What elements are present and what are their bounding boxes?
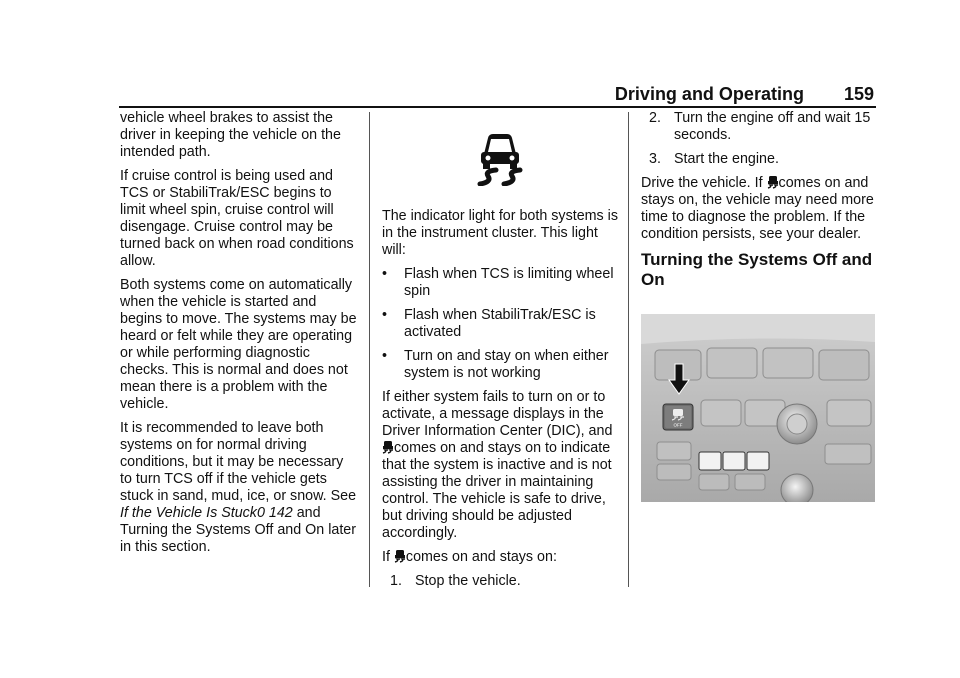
step-text: Turn the engine off and wait 15 seconds.: [674, 110, 871, 143]
text-run: Drive the vehicle. If: [641, 175, 767, 191]
stuck-vehicle-link[interactable]: If the Vehicle Is Stuck: [120, 505, 257, 521]
text-run: and Turning the Systems Off and On later in this section.: [120, 505, 357, 555]
bullet-text: Turn on and stay on when either system is not working: [404, 348, 609, 381]
step-number: 1.: [390, 573, 402, 589]
list-item: [382, 307, 618, 341]
paragraph: Both systems come on automatically when the vehicle is started and begins to move. The systems may be heard or felt while they are operating or while performing diagnostic checks. This is normal and does not mean there is a problem with the vehicle.: [120, 277, 357, 412]
section-title: Driving and Operating: [614, 84, 804, 104]
traction-control-icon: [382, 440, 394, 454]
bullet-mark: •: [382, 307, 388, 323]
list-item: [382, 348, 618, 382]
paragraph: The indicator light for both systems is in the instrument cluster. This light will:: [382, 208, 618, 258]
list-item: [649, 151, 877, 168]
step-number: 2.: [649, 110, 661, 126]
step-number: 3.: [649, 151, 661, 167]
text-run: comes on and stays on:: [405, 549, 557, 565]
bullet-text: Flash when StabiliTrak/ESC is activated: [404, 307, 596, 340]
text-run: comes on and stays on to indicate that the system is inactive and is not assisting the driver in maintaining control. The vehicle is safe to drive, but driving should be adjusted accordingly.: [382, 440, 612, 541]
text-run: comes on and stays on, the vehicle may need more time to diagnose the problem. If the condition persists, see your dealer.: [641, 175, 874, 242]
bullet-text: Flash when TCS is limiting wheel spin: [404, 266, 614, 299]
text-run: It is recommended to leave both systems on for normal driving conditions, but it may be necessary to turn TCS off if the vehicle gets stuck in sand, mud, ice, or snow. See: [120, 420, 357, 504]
page-number: 159: [843, 84, 874, 104]
center-console-photo: [641, 314, 875, 502]
paragraph: [120, 420, 358, 556]
paragraph: If cruise control is being used and TCS or StabiliTrak/ESC begins to limit wheel spin, cruise control will disengage. Cruise control may be turned back on when road conditions allow.: [120, 168, 354, 269]
column-3: [641, 110, 877, 502]
page-header: [0, 84, 874, 105]
list-item: [390, 573, 618, 590]
column-divider-right: [628, 112, 629, 587]
header-rule: [119, 106, 876, 108]
section-heading: Turning the Systems Off and On: [641, 250, 873, 289]
list-item: [382, 266, 618, 300]
paragraph: [382, 549, 618, 566]
page-reference[interactable]: 0 142: [256, 505, 293, 521]
list-item: [649, 110, 877, 144]
bullet-mark: •: [382, 266, 388, 282]
column-divider-left: [369, 112, 370, 587]
paragraph: vehicle wheel brakes to assist the driver in keeping the vehicle on the intended path.: [120, 110, 341, 160]
paragraph: [382, 389, 618, 542]
column-1: [120, 110, 358, 563]
traction-control-icon: [474, 130, 526, 186]
step-text: Stop the vehicle.: [415, 573, 521, 589]
paragraph: [641, 175, 877, 243]
text-run: If either system fails to turn on or to activate, a message displays in the Driver Information Center (DIC), and: [382, 389, 613, 439]
step-text: Start the engine.: [674, 151, 779, 167]
traction-control-icon: [394, 549, 406, 563]
traction-control-icon: [767, 175, 779, 189]
text-run: If: [382, 549, 394, 565]
off-button-label: OFF: [673, 422, 683, 428]
column-2: [382, 110, 618, 597]
bullet-mark: •: [382, 348, 388, 364]
